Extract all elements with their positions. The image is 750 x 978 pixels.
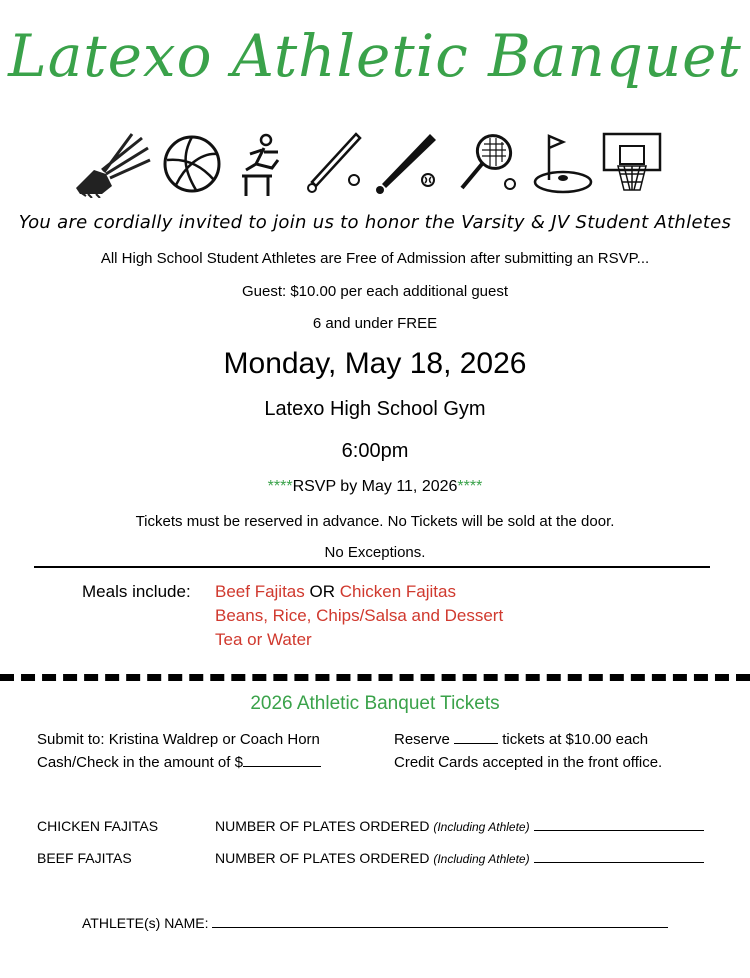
rsvp-stars-left: **** (267, 478, 293, 495)
children-free-text: 6 and under FREE (312, 315, 438, 332)
reserve-prefix: Reserve (394, 731, 450, 748)
tennis-racket-icon (454, 130, 520, 198)
meal-or: OR (309, 582, 335, 601)
divider-line (34, 566, 710, 568)
plates-note: (Including Athlete) (433, 820, 530, 834)
rsvp-stars-right: **** (457, 478, 483, 495)
tickets-title: 2026 Athletic Banquet Tickets (250, 693, 500, 714)
ticket-count-blank[interactable] (454, 731, 498, 744)
cut-line (0, 674, 750, 681)
chicken-plates-blank[interactable] (534, 818, 704, 831)
event-date: Monday, May 18, 2026 (223, 347, 527, 380)
athlete-name-field (82, 915, 668, 931)
cash-check-field (37, 754, 321, 771)
invitation-text: You are cordially invited to join us to honor the Varsity & JV Student Athletes (18, 212, 732, 233)
meal-drinks: Tea or Water (215, 630, 312, 649)
submit-to-text: Submit to: Kristina Waldrep or Coach Horn (37, 731, 320, 748)
beef-fajitas-label: BEEF FAJITAS (37, 850, 132, 866)
beef-plates-field (215, 850, 704, 866)
meal-options (215, 582, 456, 602)
rsvp-text: RSVP by May 11, 2026 (292, 478, 458, 495)
reserve-tickets-field (394, 731, 648, 748)
event-time: 6:00pm (341, 440, 409, 462)
cash-check-label: Cash/Check in the amount of $ (37, 754, 243, 771)
athlete-name-blank[interactable] (212, 915, 668, 928)
meal-beef-fajitas: Beef Fajitas (215, 582, 305, 601)
rsvp-deadline (0, 478, 750, 496)
advance-notice: Tickets must be reserved in advance. No Tickets will be sold at the door. (135, 513, 615, 530)
admission-text: All High School Student Athletes are Free of Admission after submitting an RSVP... (100, 250, 650, 267)
basketball-hoop-icon (600, 130, 666, 198)
reserve-suffix: tickets at $10.00 each (502, 731, 649, 748)
plates-label: NUMBER OF PLATES ORDERED (215, 850, 430, 866)
plates-label: NUMBER OF PLATES ORDERED (215, 818, 430, 834)
plates-note: (Including Athlete) (433, 852, 530, 866)
softball-bat-icon (302, 130, 364, 198)
meal-sides: Beans, Rice, Chips/Salsa and Dessert (215, 606, 504, 625)
event-location: Latexo High School Gym (264, 398, 486, 420)
no-exceptions-text: No Exceptions. (324, 544, 426, 561)
sports-icons-row (72, 130, 672, 198)
meals-label: Meals include: (82, 582, 191, 601)
chicken-plates-field (215, 818, 704, 834)
credit-cards-text: Credit Cards accepted in the front office. (394, 754, 663, 771)
winged-track-shoe-icon (72, 130, 154, 198)
meal-chicken-fajitas: Chicken Fajitas (339, 582, 456, 601)
beef-plates-blank[interactable] (534, 850, 704, 863)
cash-amount-blank[interactable] (243, 754, 321, 767)
guest-price-text: Guest: $10.00 per each additional guest (241, 283, 509, 300)
baseball-bat-icon (372, 130, 438, 198)
chicken-fajitas-label: CHICKEN FAJITAS (37, 818, 159, 834)
volleyball-icon (162, 130, 222, 198)
golf-flag-icon (527, 130, 595, 198)
athlete-name-label: ATHLETE(s) NAME: (82, 915, 209, 931)
hurdler-icon (232, 130, 292, 198)
page-title: Latexo Athletic Banquet (8, 22, 742, 90)
